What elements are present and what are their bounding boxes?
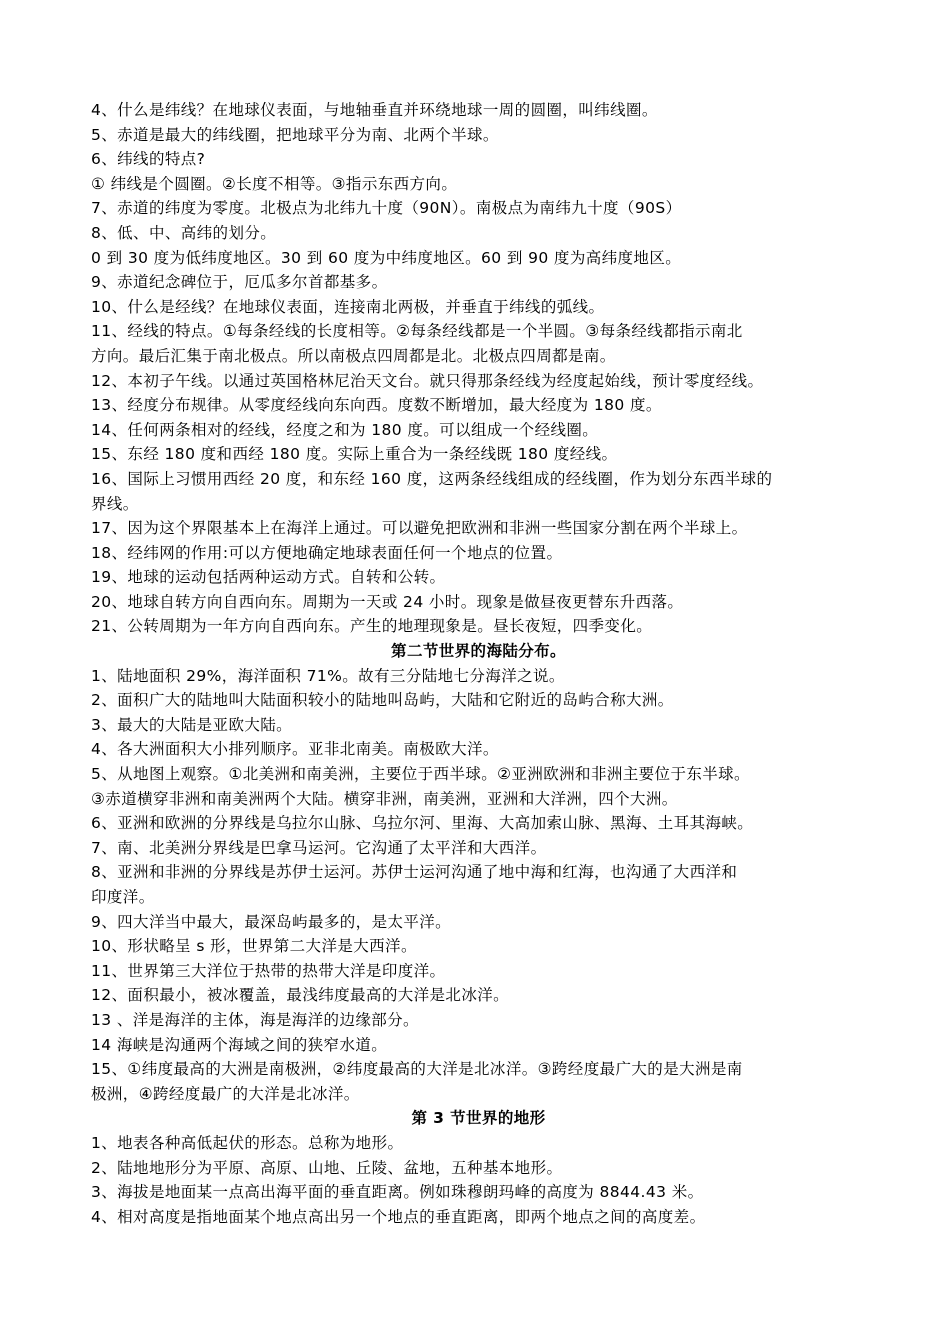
text-line: 9、四大洋当中最大，最深岛屿最多的，是太平洋。 (91, 912, 452, 931)
text-line: 印度洋。 (91, 888, 155, 906)
text-line: 4、什么是纬线？在地球仪表面，与地轴垂直并环绕地球一周的圆圈，叫纬线圈。 (91, 101, 658, 119)
text-line: 19、地球的运动包括两种运动方式。自转和公转。 (91, 568, 446, 587)
text-line: 6、纬线的特点? (91, 150, 206, 169)
text-line: 13、经度分布规律。从零度经线向东向西。度数不断增加，最大经度为 180 度。 (91, 396, 662, 415)
text-line: ③赤道横穿非洲和南美洲两个大陆。横穿非洲，南美洲，亚洲和大洋洲，四个大洲。 (91, 789, 678, 808)
text-line: 17、因为这个界限基本上在海洋上通过。可以避免把欧洲和非洲一些国家分割在两个半球上。 (91, 519, 748, 538)
text-line: 极洲，④跨经度最广的大洋是北冰洋。 (91, 1084, 360, 1103)
text-line: 7、南、北美洲分界线是巴拿马运河。它沟通了太平洋和大西洋。 (91, 838, 547, 857)
section-heading: 第 3 节世界的地形 (411, 1109, 546, 1128)
text-line: 15、东经 180 度和西经 180 度。实际上重合为一条经线既 180 度经线。 (91, 445, 618, 464)
text-line: 3、海拔是地面某一点高出海平面的垂直距离。例如珠穆朗玛峰的高度为 8844.43 米。 (91, 1183, 704, 1202)
text-line: 20、地球自转方向自西向东。周期为一天或 24 小时。现象是做昼夜更替东升西落。 (91, 592, 684, 611)
text-line: 21、公转周期为一年方向自西向东。产生的地理现象是。昼长夜短，四季变化。 (91, 617, 653, 636)
text-line: 2、面积广大的陆地叫大陆面积较小的陆地叫岛屿，大陆和它附近的岛屿合称大洲。 (91, 691, 674, 710)
text-line: ① 纬线是个圆圈。②长度不相等。③指示东西方向。 (91, 174, 458, 193)
text-line: 3、最大的大陆是亚欧大陆。 (91, 715, 293, 734)
text-line: 11、经线的特点。①每条经线的长度相等。②每条经线都是一个半圆。③每条经线都指示南北 (91, 322, 743, 341)
text-line: 4、各大洲面积大小排列顺序。亚非北南美。南极欧大洋。 (91, 740, 499, 759)
text-line: 11、世界第三大洋位于热带的热带大洋是印度洋。 (91, 961, 446, 980)
text-line: 8、低、中、高纬的划分。 (91, 223, 277, 242)
text-line: 7、赤道的纬度为零度。北极点为北纬九十度（90N）。南极点为南纬九十度（90S） (91, 199, 682, 218)
text-line: 10、什么是经线？在地球仪表面，连接南北两极，并垂直于纬线的弧线。 (91, 297, 605, 316)
section-heading: 第二节世界的海陆分布。 (391, 642, 566, 661)
text-line: 1、陆地面积 29%，海洋面积 71%。故有三分陆地七分海洋之说。 (91, 666, 565, 685)
text-line: 18、经纬网的作用:可以方便地确定地球表面任何一个地点的位置。 (91, 543, 563, 562)
text-line: 2、陆地地形分为平原、高原、山地、丘陵、盆地，五种基本地形。 (91, 1158, 563, 1177)
document-page (91, 98, 866, 1229)
text-line: 12、面积最小，被冰覆盖，最浅纬度最高的大洋是北冰洋。 (91, 986, 510, 1005)
text-line: 14、任何两条相对的经线，经度之和为 180 度。可以组成一个经线圈。 (91, 420, 599, 439)
text-line: 15、①纬度最高的大洲是南极洲，②纬度最高的大洋是北冰洋。③跨经度最广大的是大洲是南 (91, 1060, 743, 1079)
text-line: 5、赤道是最大的纬线圈，把地球平分为南、北两个半球。 (91, 125, 499, 144)
text-line: 9、赤道纪念碑位于，厄瓜多尔首都基多。 (91, 273, 388, 292)
text-line: 13 、洋是海洋的主体，海是海洋的边缘部分。 (91, 1010, 419, 1029)
text-line: 8、亚洲和非洲的分界线是苏伊士运河。苏伊士运河沟通了地中海和红海，也沟通了大西洋和 (91, 863, 738, 882)
text-line: 12、本初子午线。以通过英国格林尼治天文台。就只得那条经线为经度起始线，预计零度经线。 (91, 371, 764, 390)
text-line: 1、地表各种高低起伏的形态。总称为地形。 (91, 1133, 404, 1152)
text-line: 5、从地图上观察。①北美洲和南美洲，主要位于西半球。②亚洲欧洲和非洲主要位于东半球。 (91, 765, 750, 784)
text-line: 6、亚洲和欧洲的分界线是乌拉尔山脉、乌拉尔河、里海、大高加索山脉、黑海、土耳其海峡。 (91, 814, 754, 833)
text-line: 4、相对高度是指地面某个地点高出另一个地点的垂直距离，即两个地点之间的高度差。 (91, 1207, 706, 1226)
text-line: 方向。最后汇集于南北极点。所以南极点四周都是北。北极点四周都是南。 (91, 346, 616, 365)
text-line: 界线。 (91, 494, 139, 513)
text-line: 14 海峡是沟通两个海域之间的狭窄水道。 (91, 1035, 388, 1054)
text-line: 16、国际上习惯用西经 20 度，和东经 160 度，这两条经线组成的经线圈，作为划分东西半球的 (91, 469, 773, 488)
text-line: 10、形状略呈 s 形，世界第二大洋是大西洋。 (91, 937, 417, 956)
text-line: 0 到 30 度为低纬度地区。30 到 60 度为中纬度地区。60 到 90 度为高纬度地区。 (91, 248, 682, 267)
